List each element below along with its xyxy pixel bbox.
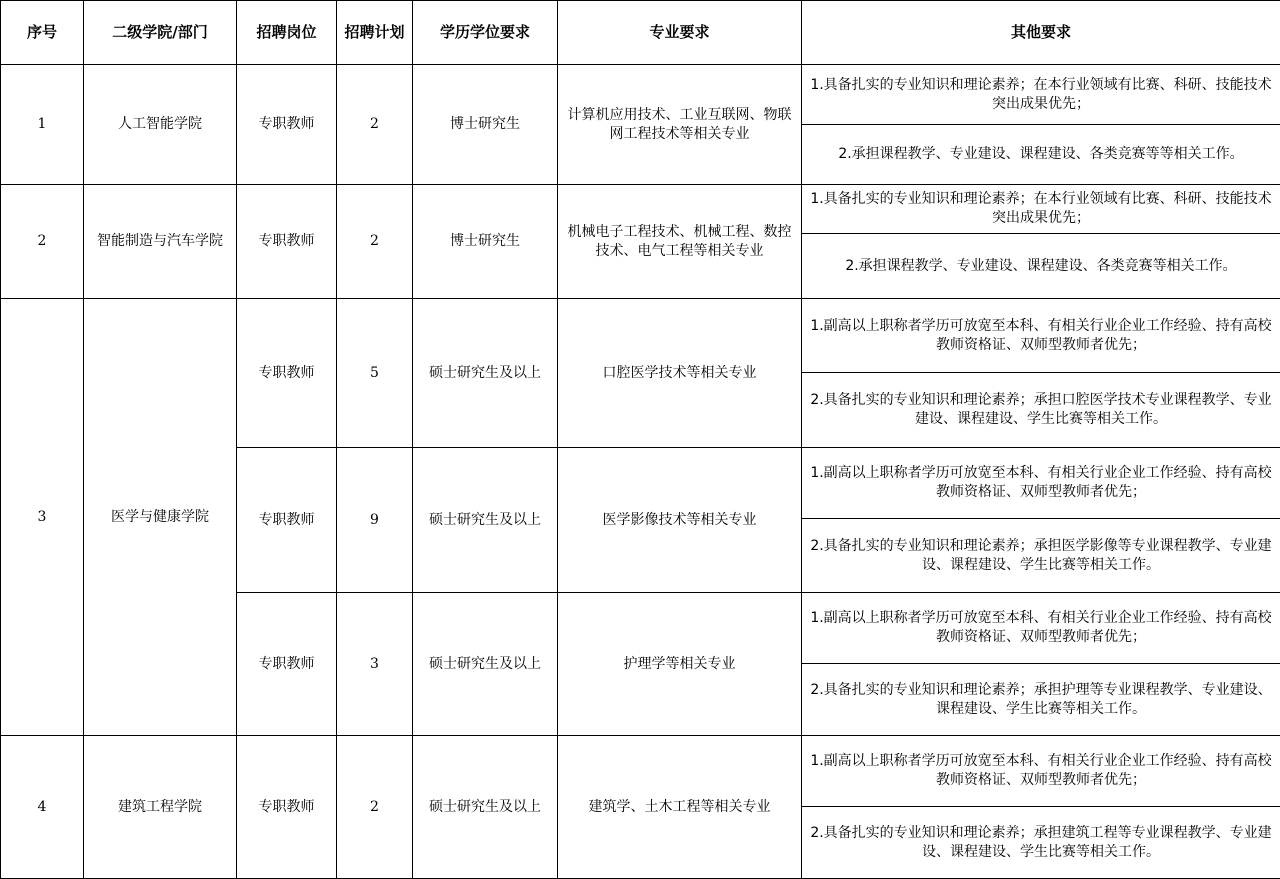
header-plan: 招聘计划: [337, 1, 413, 65]
header-degree: 学历学位要求: [413, 1, 558, 65]
cell-requirement-2: 2.具备扎实的专业知识和理论素养；承担医学影像等专业课程教学、专业建设、课程建设、学生比赛等相关工作。: [802, 519, 1280, 593]
table-row: [1, 65, 1280, 125]
cell-requirement-1: 1.副高以上职称者学历可放宽至本科、有相关行业企业工作经验、持有高校教师资格证、双师型教师者优先；: [802, 593, 1280, 664]
cell-position: 专职教师: [237, 185, 337, 299]
cell-no: 3: [1, 299, 84, 736]
cell-requirement-1: 1.副高以上职称者学历可放宽至本科、有相关行业企业工作经验、持有高校教师资格证、双师型教师者优先；: [802, 736, 1280, 807]
header-major: 专业要求: [558, 1, 802, 65]
cell-position: 专职教师: [237, 299, 337, 448]
header-position: 招聘岗位: [237, 1, 337, 65]
cell-no: 4: [1, 736, 84, 879]
header-row: [1, 1, 1280, 65]
cell-college: 人工智能学院: [84, 65, 237, 185]
cell-requirement-2: 2.承担课程教学、专业建设、课程建设、各类竞赛等相关工作。: [802, 234, 1280, 299]
cell-degree: 硕士研究生及以上: [413, 593, 558, 736]
cell-position: 专职教师: [237, 736, 337, 879]
cell-no: 1: [1, 65, 84, 185]
cell-plan: 2: [337, 65, 413, 185]
cell-degree: 硕士研究生及以上: [413, 448, 558, 593]
cell-requirement-2: 2.承担课程教学、专业建设、课程建设、各类竞赛等等相关工作。: [802, 125, 1280, 185]
cell-position: 专职教师: [237, 65, 337, 185]
cell-major: 护理学等相关专业: [558, 593, 802, 736]
cell-requirement-1: 1.具备扎实的专业知识和理论素养；在本行业领域有比赛、科研、技能技术突出成果优先；: [802, 65, 1280, 125]
cell-position: 专职教师: [237, 448, 337, 593]
cell-major: 机械电子工程技术、机械工程、数控技术、电气工程等相关专业: [558, 185, 802, 299]
table-row: [1, 299, 1280, 373]
table-row: [1, 185, 1280, 234]
table-row: [1, 736, 1280, 807]
cell-position: 专职教师: [237, 593, 337, 736]
cell-requirement-1: 1.副高以上职称者学历可放宽至本科、有相关行业企业工作经验、持有高校教师资格证、双师型教师者优先；: [802, 299, 1280, 373]
header-college: 二级学院/部门: [84, 1, 237, 65]
cell-plan: 2: [337, 736, 413, 879]
cell-plan: 5: [337, 299, 413, 448]
cell-college: 医学与健康学院: [84, 299, 237, 736]
cell-requirement-1: 1.副高以上职称者学历可放宽至本科、有相关行业企业工作经验、持有高校教师资格证、双师型教师者优先；: [802, 448, 1280, 519]
cell-requirement-2: 2.具备扎实的专业知识和理论素养；承担口腔医学技术专业课程教学、专业建设、课程建设、学生比赛等相关工作。: [802, 373, 1280, 448]
cell-degree: 硕士研究生及以上: [413, 736, 558, 879]
header-no: 序号: [1, 1, 84, 65]
cell-college: 智能制造与汽车学院: [84, 185, 237, 299]
cell-requirement-2: 2.具备扎实的专业知识和理论素养；承担建筑工程等专业课程教学、专业建设、课程建设、学生比赛等相关工作。: [802, 807, 1280, 879]
cell-major: 口腔医学技术等相关专业: [558, 299, 802, 448]
cell-major: 计算机应用技术、工业互联网、物联网工程技术等相关专业: [558, 65, 802, 185]
cell-major: 建筑学、土木工程等相关专业: [558, 736, 802, 879]
cell-major: 医学影像技术等相关专业: [558, 448, 802, 593]
cell-plan: 3: [337, 593, 413, 736]
cell-plan: 2: [337, 185, 413, 299]
cell-plan: 9: [337, 448, 413, 593]
cell-college: 建筑工程学院: [84, 736, 237, 879]
cell-requirement-1: 1.具备扎实的专业知识和理论素养；在本行业领域有比赛、科研、技能技术突出成果优先；: [802, 185, 1280, 234]
header-other-requirements: 其他要求: [802, 1, 1280, 65]
cell-degree: 博士研究生: [413, 65, 558, 185]
cell-degree: 博士研究生: [413, 185, 558, 299]
cell-degree: 硕士研究生及以上: [413, 299, 558, 448]
cell-no: 2: [1, 185, 84, 299]
cell-requirement-2: 2.具备扎实的专业知识和理论素养；承担护理等专业课程教学、专业建设、课程建设、学生比赛等相关工作。: [802, 664, 1280, 736]
